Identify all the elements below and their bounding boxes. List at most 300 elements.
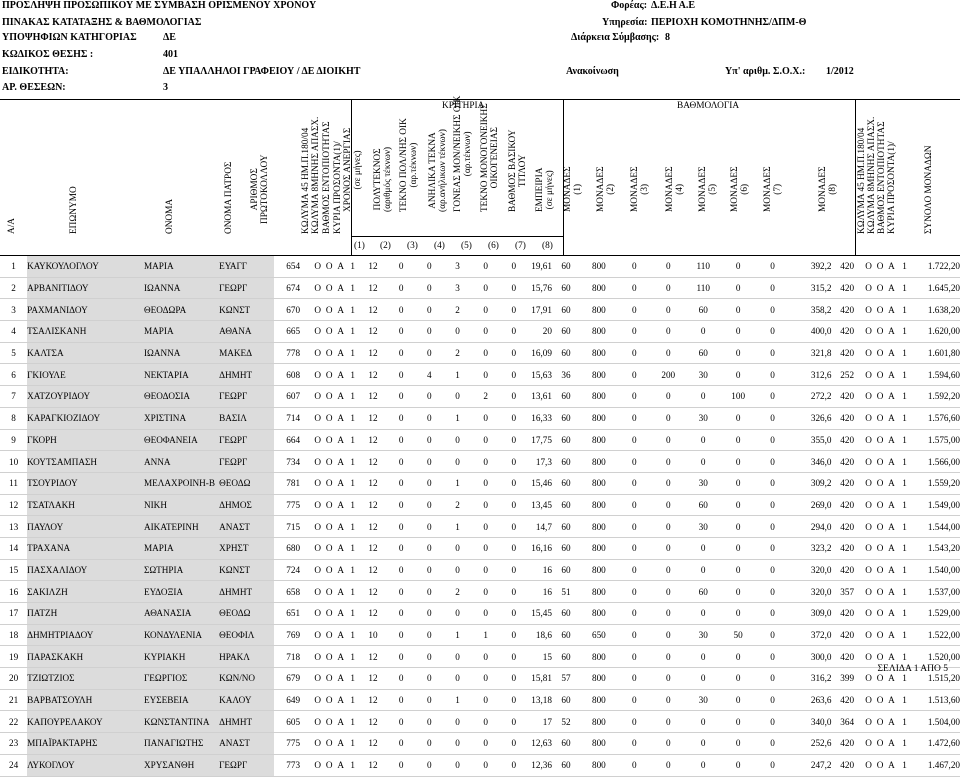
cell-crit-3: 0 [415, 516, 443, 538]
cell-kolyma-4: 1 [346, 407, 359, 429]
cell-kolyma-2-repeat: Ο [874, 472, 885, 494]
cell-units-3: 0 [651, 603, 685, 625]
cell-units-7: 252,6 [790, 733, 832, 755]
cell-kolyma-4: 1 [346, 711, 359, 733]
cell-kolyma-1: Ο [312, 451, 323, 473]
cell-units-5: 0 [721, 299, 755, 321]
crit-num-6: (6) [488, 241, 499, 251]
cell-kolyma-4: 1 [346, 754, 359, 776]
cell-units-5: 0 [721, 581, 755, 603]
cell-kolyma-4-repeat: 1 [897, 342, 912, 364]
cell-crit-6: 0 [500, 668, 528, 690]
cell-protocol: 718 [274, 646, 312, 668]
cell-crit-1: 10 [359, 624, 387, 646]
cell-total: 1.620,00 [912, 321, 960, 343]
cell-crit-3: 0 [415, 386, 443, 408]
table-row [0, 299, 960, 321]
cell-father: ΕΥΑΓΓ [219, 256, 274, 277]
cell-crit-5: 0 [472, 364, 500, 386]
cell-units-3: 0 [651, 299, 685, 321]
cell-crit-5: 0 [472, 256, 500, 277]
cell-kolyma-1: Ο [312, 711, 323, 733]
cell-father: ΑΝΑΣΤ [219, 516, 274, 538]
cell-kolyma-3: Α [335, 624, 346, 646]
cell-crit-2: 0 [387, 559, 415, 581]
cell-crit-4: 1 [443, 472, 471, 494]
cell-kolyma-4-repeat: 1 [897, 668, 912, 690]
cell-units-8: 420 [832, 299, 863, 321]
cell-name: ΧΡΙΣΤΙΝΑ [144, 407, 219, 429]
col-kolyma2-repeat: ΚΩΛΥΜΑ 8ΜΗΝΗΣ ΑΠΑΣΧ. [867, 116, 877, 234]
cell-kolyma-3-repeat: Α [886, 668, 897, 690]
cell-aa: 21 [0, 689, 27, 711]
cell-units-4: 0 [685, 537, 720, 559]
table-row [0, 668, 960, 690]
cell-units-6: 0 [755, 451, 789, 473]
cell-total: 1.645,20 [912, 277, 960, 299]
table-row [0, 733, 960, 755]
cell-units-4: 30 [685, 364, 720, 386]
cell-kolyma-3: Α [335, 689, 346, 711]
cell-crit-3: 0 [415, 754, 443, 776]
cell-kolyma-1-repeat: Ο [863, 516, 874, 538]
cell-units-4: 0 [685, 668, 720, 690]
cell-kolyma-4-repeat: 1 [897, 386, 912, 408]
cell-surname: ΓΚΙΟΥΛΕ [27, 364, 144, 386]
cell-units-2: 0 [618, 364, 651, 386]
cell-name: ΚΩΝΣΤΑΝΤΙΝΑ [144, 711, 219, 733]
col-units-6: ΜΟΝΑΔΕΣ (6) [730, 166, 750, 212]
cell-crit-3: 0 [415, 668, 443, 690]
table-row [0, 689, 960, 711]
cell-units-6: 0 [755, 559, 789, 581]
cell-crit-7: 13,61 [528, 386, 552, 408]
cell-kolyma-3: Α [335, 494, 346, 516]
cell-kolyma-2: Ο [323, 407, 334, 429]
cell-kolyma-4-repeat: 1 [897, 299, 912, 321]
cell-kolyma-4: 1 [346, 364, 359, 386]
cell-crit-1: 12 [359, 646, 387, 668]
cell-crit-1: 12 [359, 299, 387, 321]
cell-crit-7: 14,7 [528, 516, 552, 538]
cell-kolyma-1: Ο [312, 516, 323, 538]
cell-name: ΕΥΣΕΒΕΙΑ [144, 689, 219, 711]
cell-crit-2: 0 [387, 624, 415, 646]
cell-crit-4: 0 [443, 386, 471, 408]
cell-units-8: 420 [832, 516, 863, 538]
cell-kolyma-2: Ο [323, 321, 334, 343]
cell-kolyma-1-repeat: Ο [863, 277, 874, 299]
cell-kolyma-4-repeat: 1 [897, 603, 912, 625]
cell-crit-7: 17,91 [528, 299, 552, 321]
cell-surname: ΣΑΚΙΛΖΗ [27, 581, 144, 603]
cell-crit-3: 4 [415, 364, 443, 386]
agency-label: Φορέας: [611, 0, 648, 11]
cell-units-1: 800 [580, 451, 618, 473]
cell-kolyma-2-repeat: Ο [874, 277, 885, 299]
cell-kolyma-1-repeat: Ο [863, 386, 874, 408]
cell-kolyma-3: Α [335, 277, 346, 299]
cell-crit-8: 60 [552, 559, 580, 581]
cell-crit-1: 12 [359, 494, 387, 516]
cell-protocol: 734 [274, 451, 312, 473]
cell-kolyma-2-repeat: Ο [874, 494, 885, 516]
col-kolyma4: ΚΥΡΙΑ ΠΡΟΣΟΝΤΑ(1)/ [333, 141, 343, 234]
cell-kolyma-1-repeat: Ο [863, 624, 874, 646]
cell-units-5: 0 [721, 342, 755, 364]
cell-kolyma-1-repeat: Ο [863, 494, 874, 516]
cell-kolyma-1: Ο [312, 472, 323, 494]
cell-kolyma-2-repeat: Ο [874, 429, 885, 451]
cell-crit-2: 0 [387, 494, 415, 516]
table-row [0, 321, 960, 343]
cell-units-2: 0 [618, 407, 651, 429]
cell-crit-7: 16,09 [528, 342, 552, 364]
cell-units-2: 0 [618, 559, 651, 581]
cell-units-7: 320,0 [790, 581, 832, 603]
duration-value: 8 [665, 32, 670, 43]
cell-units-5: 0 [721, 754, 755, 776]
cell-kolyma-3: Α [335, 364, 346, 386]
cell-units-5: 0 [721, 646, 755, 668]
cell-aa: 4 [0, 321, 27, 343]
cell-units-6: 0 [755, 321, 789, 343]
cell-kolyma-2: Ο [323, 668, 334, 690]
cell-crit-5: 0 [472, 581, 500, 603]
cell-units-1: 800 [580, 581, 618, 603]
cell-units-7: 315,2 [790, 277, 832, 299]
cell-units-5: 0 [721, 668, 755, 690]
cell-father: ΔΗΜΗΤ [219, 711, 274, 733]
cell-kolyma-4: 1 [346, 299, 359, 321]
cell-kolyma-1: Ο [312, 581, 323, 603]
cell-total: 1.638,20 [912, 299, 960, 321]
cell-crit-4: 1 [443, 689, 471, 711]
col-kolyma3-repeat: ΒΑΘΜΟΣ ΕΝΤΟΠΙΟΤΗΤΑΣ [877, 121, 887, 234]
cell-crit-8: 60 [552, 386, 580, 408]
crit-num-8: (8) [542, 241, 553, 251]
cell-kolyma-3-repeat: Α [886, 516, 897, 538]
cell-father: ΘΕΟΔΩ [219, 472, 274, 494]
cell-units-1: 800 [580, 277, 618, 299]
cell-kolyma-1-repeat: Ο [863, 754, 874, 776]
cell-kolyma-1: Ο [312, 429, 323, 451]
cell-kolyma-1: Ο [312, 733, 323, 755]
cell-name: ΘΕΟΔΟΣΙΑ [144, 386, 219, 408]
cell-kolyma-3: Α [335, 711, 346, 733]
duration-label: Διάρκεια Σύμβασης: [571, 32, 660, 43]
criteria-number-rule [351, 236, 563, 237]
cell-units-3: 0 [651, 516, 685, 538]
cell-units-2: 0 [618, 537, 651, 559]
cell-units-5: 100 [721, 386, 755, 408]
cell-total: 1.520,00 [912, 646, 960, 668]
cell-units-6: 0 [755, 603, 789, 625]
cell-name: ΑΙΚΑΤΕΡΙΝΗ [144, 516, 219, 538]
cell-crit-4: 2 [443, 299, 471, 321]
cell-units-6: 0 [755, 668, 789, 690]
cell-crit-5: 0 [472, 733, 500, 755]
cell-crit-1: 12 [359, 472, 387, 494]
cell-total: 1.722,20 [912, 256, 960, 277]
cell-aa: 7 [0, 386, 27, 408]
cell-crit-7: 16,16 [528, 537, 552, 559]
cell-father: ΓΕΩΡΓ [219, 386, 274, 408]
cell-crit-5: 1 [472, 624, 500, 646]
cell-units-6: 0 [755, 386, 789, 408]
col-aa: Α/Α [7, 217, 17, 234]
cell-crit-4: 0 [443, 754, 471, 776]
cell-aa: 2 [0, 277, 27, 299]
scoring-group-title: ΒΑΘΜΟΛΟΓΙΑ [677, 101, 740, 111]
cell-aa: 17 [0, 603, 27, 625]
cell-name: ΜΑΡΙΑ [144, 537, 219, 559]
cell-crit-1: 12 [359, 689, 387, 711]
column-header [0, 95, 960, 256]
specialty-label: ΕΙΔΙΚΟΤΗΤΑ: [2, 66, 69, 77]
cell-kolyma-4-repeat: 1 [897, 754, 912, 776]
cell-crit-6: 0 [500, 559, 528, 581]
crit-num-3: (3) [407, 241, 418, 251]
cell-crit-1: 12 [359, 386, 387, 408]
cell-units-7: 340,0 [790, 711, 832, 733]
cell-kolyma-1: Ο [312, 321, 323, 343]
cell-kolyma-1: Ο [312, 537, 323, 559]
cell-units-7: 372,0 [790, 624, 832, 646]
document-subtitle: ΠΙΝΑΚΑΣ ΚΑΤΑΤΑΞΗΣ & ΒΑΘΜΟΛΟΓΙΑΣ [2, 17, 202, 28]
cell-crit-2: 0 [387, 386, 415, 408]
cell-name: ΧΡΥΣΑΝΘΗ [144, 754, 219, 776]
cell-units-7: 263,6 [790, 689, 832, 711]
table-row [0, 516, 960, 538]
cell-kolyma-1: Ο [312, 624, 323, 646]
cell-kolyma-3-repeat: Α [886, 429, 897, 451]
cell-crit-6: 0 [500, 646, 528, 668]
cell-units-5: 0 [721, 733, 755, 755]
cell-units-6: 0 [755, 472, 789, 494]
cell-crit-3: 0 [415, 256, 443, 277]
cell-kolyma-3-repeat: Α [886, 733, 897, 755]
cell-father: ΓΕΩΡΓ [219, 429, 274, 451]
cell-kolyma-2-repeat: Ο [874, 646, 885, 668]
cell-kolyma-1-repeat: Ο [863, 472, 874, 494]
cell-units-7: 346,0 [790, 451, 832, 473]
cell-father: ΗΡΑΚΛ [219, 646, 274, 668]
cell-units-3: 200 [651, 364, 685, 386]
cell-units-5: 0 [721, 559, 755, 581]
cell-crit-1: 12 [359, 407, 387, 429]
crit-num-4: (4) [434, 241, 445, 251]
cell-kolyma-4: 1 [346, 516, 359, 538]
cell-crit-7: 16 [528, 581, 552, 603]
cell-name: ΝΕΚΤΑΡΙΑ [144, 364, 219, 386]
cell-kolyma-4-repeat: 1 [897, 516, 912, 538]
cell-kolyma-1-repeat: Ο [863, 733, 874, 755]
cell-units-1: 800 [580, 689, 618, 711]
col-kolyma3: ΒΑΘΜΟΣ ΕΝΤΟΠΙΟΤΗΤΑΣ [322, 121, 332, 234]
cell-crit-4: 1 [443, 364, 471, 386]
cell-crit-1: 12 [359, 277, 387, 299]
cell-total: 1.543,20 [912, 537, 960, 559]
cell-kolyma-3: Α [335, 754, 346, 776]
cell-units-5: 0 [721, 451, 755, 473]
cell-crit-4: 0 [443, 603, 471, 625]
cell-total: 1.592,20 [912, 386, 960, 408]
cell-units-5: 0 [721, 537, 755, 559]
cell-aa: 16 [0, 581, 27, 603]
cell-units-5: 50 [721, 624, 755, 646]
cell-crit-7: 17,75 [528, 429, 552, 451]
cell-kolyma-1: Ο [312, 603, 323, 625]
service-label: Υπηρεσία: [602, 17, 648, 28]
cell-protocol: 658 [274, 581, 312, 603]
cell-father: ΔΗΜΟΣ [219, 494, 274, 516]
cell-units-4: 0 [685, 429, 720, 451]
cell-units-1: 800 [580, 342, 618, 364]
cell-crit-4: 0 [443, 559, 471, 581]
cell-total: 1.537,00 [912, 581, 960, 603]
cell-kolyma-3-repeat: Α [886, 754, 897, 776]
cell-crit-5: 0 [472, 668, 500, 690]
cell-units-7: 400,0 [790, 321, 832, 343]
cell-units-1: 800 [580, 603, 618, 625]
cell-kolyma-3-repeat: Α [886, 321, 897, 343]
cell-crit-2: 0 [387, 646, 415, 668]
cell-father: ΚΩΝΣΤ [219, 559, 274, 581]
cell-crit-8: 60 [552, 537, 580, 559]
cell-kolyma-4: 1 [346, 277, 359, 299]
cell-crit-1: 12 [359, 733, 387, 755]
cell-kolyma-2-repeat: Ο [874, 386, 885, 408]
cell-units-3: 0 [651, 407, 685, 429]
cell-crit-5: 0 [472, 603, 500, 625]
cell-crit-2: 0 [387, 581, 415, 603]
cell-kolyma-2: Ο [323, 429, 334, 451]
cell-units-1: 800 [580, 559, 618, 581]
cell-crit-3: 0 [415, 624, 443, 646]
cell-crit-7: 12,36 [528, 754, 552, 776]
table-row [0, 364, 960, 386]
cell-crit-1: 12 [359, 559, 387, 581]
cell-units-3: 0 [651, 451, 685, 473]
cell-name: ΚΥΡΙΑΚΗ [144, 646, 219, 668]
cell-kolyma-1: Ο [312, 559, 323, 581]
cell-kolyma-2-repeat: Ο [874, 689, 885, 711]
cell-crit-4: 0 [443, 537, 471, 559]
cell-kolyma-4: 1 [346, 581, 359, 603]
cell-kolyma-3-repeat: Α [886, 689, 897, 711]
cell-units-6: 0 [755, 256, 789, 277]
col-units-7: ΜΟΝΑΔΕΣ (7) [763, 166, 783, 212]
cell-kolyma-2-repeat: Ο [874, 451, 885, 473]
cell-units-6: 0 [755, 494, 789, 516]
cell-crit-3: 0 [415, 277, 443, 299]
cell-total: 1.513,60 [912, 689, 960, 711]
cell-kolyma-1-repeat: Ο [863, 603, 874, 625]
cell-units-4: 60 [685, 299, 720, 321]
cell-units-3: 0 [651, 494, 685, 516]
cell-surname: ΤΣΟΥΡΙΔΟΥ [27, 472, 144, 494]
cell-surname: ΚΑΡΑΓΚΙΟΖΙΔΟΥ [27, 407, 144, 429]
cell-units-8: 420 [832, 494, 863, 516]
cell-units-4: 30 [685, 516, 720, 538]
cell-surname: ΤΡΑΧΑΝΑ [27, 537, 144, 559]
cell-units-8: 420 [832, 407, 863, 429]
cell-units-4: 0 [685, 733, 720, 755]
cell-name: ΕΥΔΟΞΙΑ [144, 581, 219, 603]
cell-units-8: 420 [832, 342, 863, 364]
cell-kolyma-1-repeat: Ο [863, 364, 874, 386]
cell-kolyma-3: Α [335, 581, 346, 603]
cell-total: 1.540,00 [912, 559, 960, 581]
cell-surname: ΑΡΒΑΝΙΤΙΔΟΥ [27, 277, 144, 299]
cell-crit-6: 0 [500, 429, 528, 451]
cell-units-4: 0 [685, 711, 720, 733]
cell-units-7: 355,0 [790, 429, 832, 451]
cell-father: ΚΩΝ/ΝΟ [219, 668, 274, 690]
cell-kolyma-3-repeat: Α [886, 342, 897, 364]
cell-surname: ΠΑΥΛΟΥ [27, 516, 144, 538]
cell-units-3: 0 [651, 386, 685, 408]
cell-kolyma-3: Α [335, 321, 346, 343]
cell-name: ΙΩΑΝΝΑ [144, 342, 219, 364]
header-top-rule [0, 99, 960, 100]
agency-value: Δ.Ε.Η Α.Ε [651, 0, 696, 11]
cell-kolyma-3-repeat: Α [886, 472, 897, 494]
cell-crit-1: 12 [359, 342, 387, 364]
col-units-5: ΜΟΝΑΔΕΣ (5) [698, 166, 718, 212]
cell-crit-7: 12,63 [528, 733, 552, 755]
cell-name: ΜΑΡΙΑ [144, 256, 219, 277]
cell-units-7: 309,0 [790, 603, 832, 625]
col-criterion-2: ΠΟΛΥΤΕΚΝΟΣ (αριθμός τέκνων) [373, 146, 393, 212]
cell-father: ΓΕΩΡΓ [219, 754, 274, 776]
cell-crit-6: 0 [500, 321, 528, 343]
cell-kolyma-3-repeat: Α [886, 277, 897, 299]
cell-kolyma-4: 1 [346, 472, 359, 494]
cell-crit-4: 1 [443, 624, 471, 646]
table-row [0, 711, 960, 733]
cell-kolyma-2: Ο [323, 299, 334, 321]
cell-kolyma-1-repeat: Ο [863, 646, 874, 668]
cell-name: ΘΕΟΦΑΝΕΙΑ [144, 429, 219, 451]
cell-aa: 15 [0, 559, 27, 581]
cell-father: ΚΑΛΟΥ [219, 689, 274, 711]
cell-surname: ΓΚΟΡΗ [27, 429, 144, 451]
cell-crit-6: 0 [500, 407, 528, 429]
cell-crit-2: 0 [387, 603, 415, 625]
cell-crit-6: 0 [500, 624, 528, 646]
cell-aa: 11 [0, 472, 27, 494]
cell-crit-2: 0 [387, 364, 415, 386]
cell-units-2: 0 [618, 624, 651, 646]
cell-kolyma-1: Ο [312, 364, 323, 386]
cell-units-6: 0 [755, 711, 789, 733]
cell-protocol: 714 [274, 407, 312, 429]
cell-units-1: 800 [580, 733, 618, 755]
cell-kolyma-1: Ο [312, 299, 323, 321]
cell-crit-7: 15 [528, 646, 552, 668]
cell-crit-6: 0 [500, 537, 528, 559]
cell-units-8: 364 [832, 711, 863, 733]
cell-units-2: 0 [618, 321, 651, 343]
cell-protocol: 775 [274, 733, 312, 755]
service-value: ΠΕΡΙΟΧΗ ΚΟΜΟΤΗΝΗΣ/ΔΠΜ-Θ [651, 17, 807, 28]
cell-crit-8: 60 [552, 733, 580, 755]
cell-kolyma-4: 1 [346, 429, 359, 451]
cell-units-7: 269,0 [790, 494, 832, 516]
cell-units-6: 0 [755, 299, 789, 321]
